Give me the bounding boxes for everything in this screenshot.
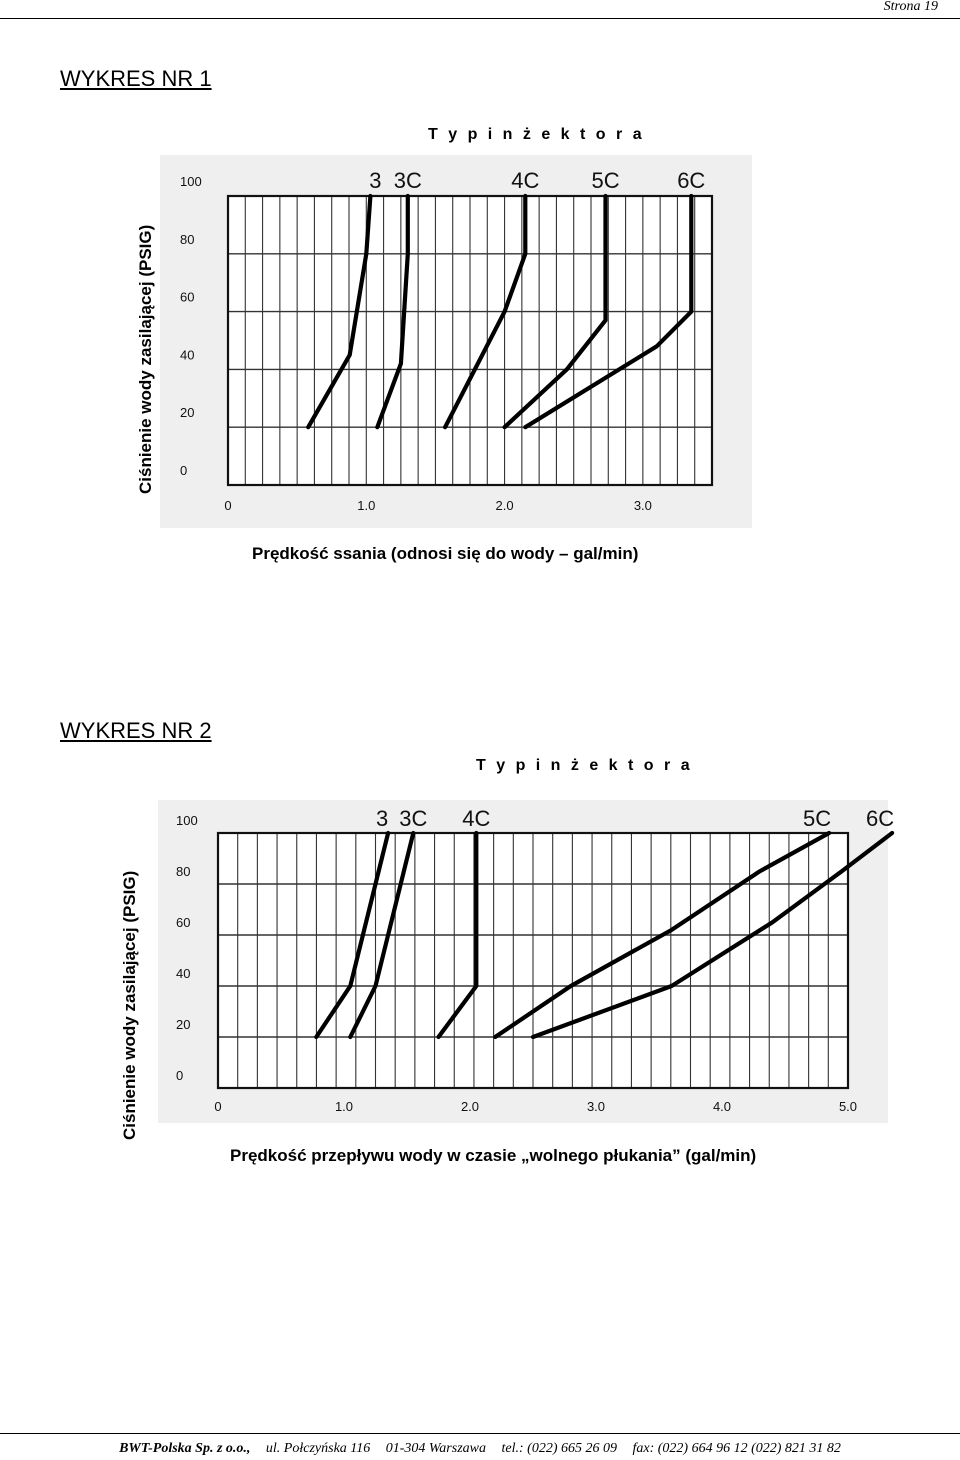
series-name-label: 3: [375, 806, 389, 831]
series-name-label: 6C: [677, 168, 706, 193]
series-name-label: 5C: [803, 806, 832, 831]
chart2-section-title: WYKRES NR 2: [60, 718, 212, 743]
chart2-type-title: T y p i n ż e k t o r a: [476, 757, 693, 774]
y-tick-label: 40: [180, 347, 195, 363]
chart2-x-caption: Prędkość przepływu wody w czasie „wolnego płukania” (gal/min): [230, 1146, 757, 1165]
y-tick-label: 80: [180, 231, 195, 247]
y-tick-label: 0: [180, 463, 188, 478]
chart1-x-caption: Prędkość ssania (odnosi się do wody – gal/min): [252, 544, 639, 563]
x-tick-label: 0: [224, 498, 232, 513]
page-number: Strona 19: [883, 0, 938, 14]
x-tick-label: 3.0: [633, 498, 652, 513]
footer-company: BWT-Polska Sp. z o.o.,: [119, 1441, 251, 1456]
chart2-y-axis-label: Ciśnienie wody zasilającej (PSIG): [120, 870, 139, 1140]
x-tick-label: 2.0: [495, 498, 514, 513]
series-name-label: 3C: [399, 806, 428, 831]
footer-fax: fax: (022) 664 96 12 (022) 821 31 82: [632, 1441, 841, 1456]
footer-street: ul. Połczyńska 116: [265, 1441, 371, 1456]
x-tick-label: 4.0: [712, 1099, 732, 1114]
x-tick-label: 3.0: [586, 1099, 606, 1114]
y-tick-label: 80: [176, 864, 191, 879]
footer: [0, 1441, 960, 1457]
x-tick-label: 0: [214, 1099, 222, 1114]
x-tick-label: 5.0: [838, 1099, 858, 1114]
footer-rule: [0, 1433, 960, 1434]
y-tick-label: 40: [176, 966, 191, 981]
x-tick-label: 1.0: [334, 1099, 354, 1114]
y-tick-label: 100: [180, 174, 202, 189]
series-name-label: 6C: [866, 806, 895, 831]
footer-city: 01-304 Warszawa: [385, 1441, 486, 1456]
series-name-label: 3: [369, 168, 382, 193]
chart1-section-title: WYKRES NR 1: [60, 66, 212, 91]
y-tick-label: 60: [180, 289, 195, 305]
chart1-y-axis-label: Ciśnienie wody zasilającej (PSIG): [136, 224, 155, 494]
chart1-type-title: T y p i n ż e k t o r a: [428, 126, 645, 143]
series-name-label: 4C: [511, 168, 540, 193]
y-tick-label: 60: [176, 915, 191, 930]
chart1-plot: [160, 155, 752, 528]
x-tick-label: 2.0: [460, 1099, 480, 1114]
header-rule: [0, 18, 960, 19]
chart2-plot: [158, 800, 895, 1123]
y-tick-label: 100: [176, 813, 198, 828]
series-name-label: 5C: [591, 168, 620, 193]
y-tick-label: 0: [176, 1068, 184, 1083]
series-name-label: 4C: [462, 806, 491, 831]
x-tick-label: 1.0: [357, 498, 376, 513]
footer-tel: tel.: (022) 665 26 09: [501, 1441, 617, 1456]
series-name-label: 3C: [393, 168, 422, 193]
y-tick-label: 20: [176, 1017, 191, 1032]
y-tick-label: 20: [180, 405, 195, 421]
